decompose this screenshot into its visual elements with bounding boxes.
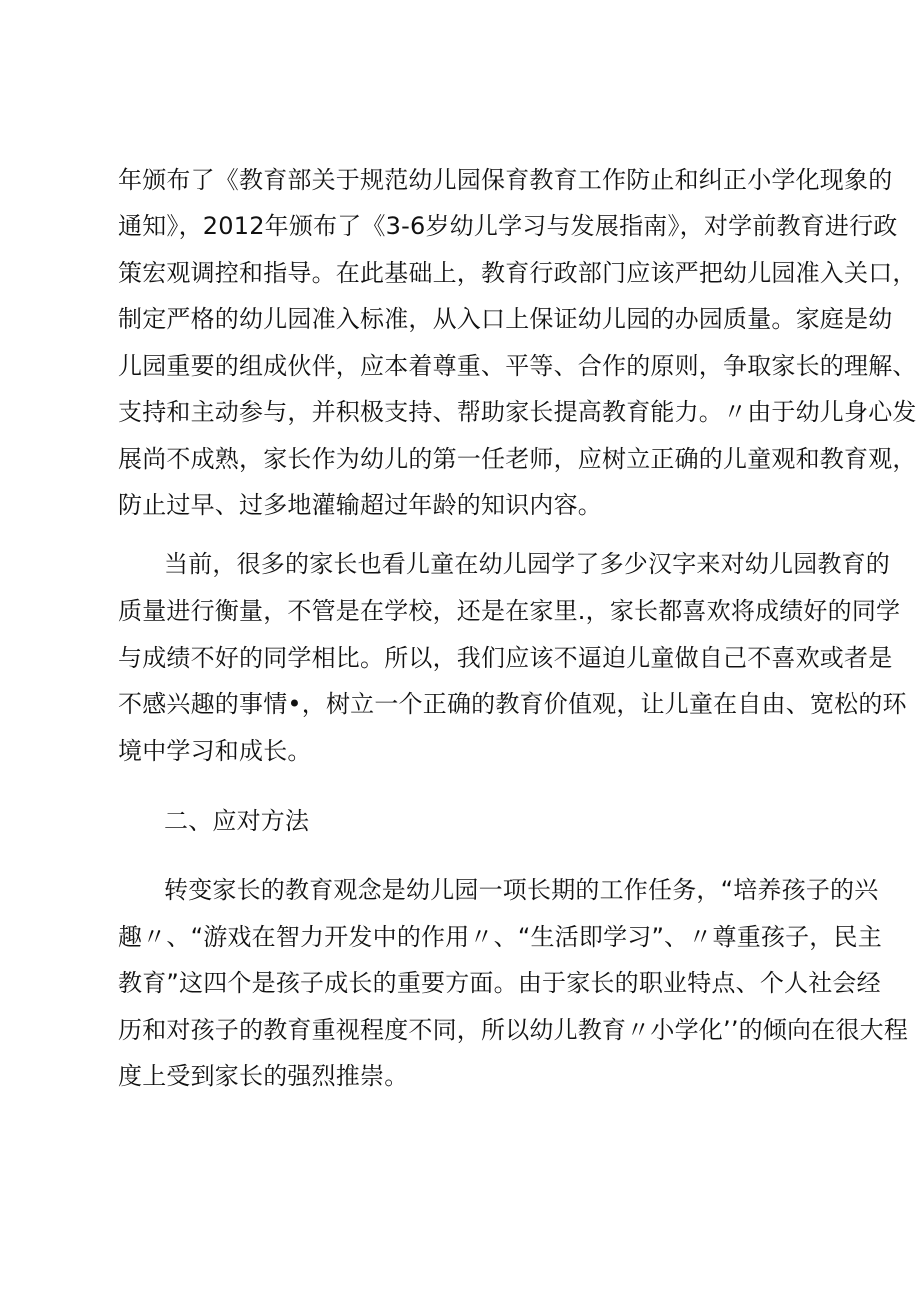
paragraph-1-line-4: 制定严格的幼儿园准入标准，从入口上保证幼儿园的办园质量。家庭是幼 — [118, 305, 893, 333]
paragraph-1-line-2: 通知》，2012年颁布了《3-6岁幼儿学习与发展指南》，对学前教育进行政 — [118, 212, 898, 240]
paragraph-1-line-6: 支持和主动参与，并积极支持、帮助家长提高教育能力。〃由于幼儿身心发 — [118, 398, 917, 426]
paragraph-4-line-3: 教育”这四个是孩子成长的重要方面。由于家长的职业特点、个人社会经 — [118, 969, 881, 997]
section-heading: 二、应对方法 — [164, 807, 310, 835]
paragraph-4-line-1: 转变家长的教育观念是幼儿园一项长期的工作任务，“培养孩子的兴 — [164, 876, 879, 904]
paragraph-1-line-8: 防止过早、过多地灌输超过年龄的知识内容。 — [118, 491, 602, 519]
paragraph-4-line-4: 历和对孩子的教育重视程度不同，所以幼儿教育〃小学化’’的倾向在很大程 — [118, 1016, 909, 1044]
paragraph-1-line-5: 儿园重要的组成伙伴，应本着尊重、平等、合作的原则，争取家长的理解、 — [118, 352, 917, 380]
paragraph-1-line-7: 展尚不成熟，家长作为幼儿的第一任老师，应树立正确的儿童观和教育观， — [118, 445, 917, 473]
paragraph-4-line-5: 度上受到家长的强烈推崇。 — [118, 1062, 409, 1090]
paragraph-4-line-2: 趣〃、“游戏在智力开发中的作用〃、“生活即学习”、〃尊重孩子，民主 — [118, 923, 882, 951]
paragraph-1-line-1: 年颁布了《教育部关于规范幼儿园保育教育工作防止和纠正小学化现象的 — [118, 166, 893, 194]
paragraph-1-line-3: 策宏观调控和指导。在此基础上，教育行政部门应该严把幼儿园准入关口， — [118, 259, 917, 287]
paragraph-2-line-5: 境中学习和成长。 — [118, 737, 312, 765]
paragraph-2-line-3: 与成绩不好的同学相比。所以，我们应该不逼迫儿童做自己不喜欢或者是 — [118, 644, 893, 672]
paragraph-2-line-4: 不感兴趣的事情•，树立一个正确的教育价值观，让儿童在自由、宽松的环 — [118, 690, 907, 718]
paragraph-2-line-1: 当前，很多的家长也看儿童在幼儿园学了多少汉字来对幼儿园教育的 — [164, 550, 890, 578]
paragraph-2-line-2: 质量进行衡量，不管是在学校，还是在家里.，家长都喜欢将成绩好的同学 — [118, 597, 901, 625]
